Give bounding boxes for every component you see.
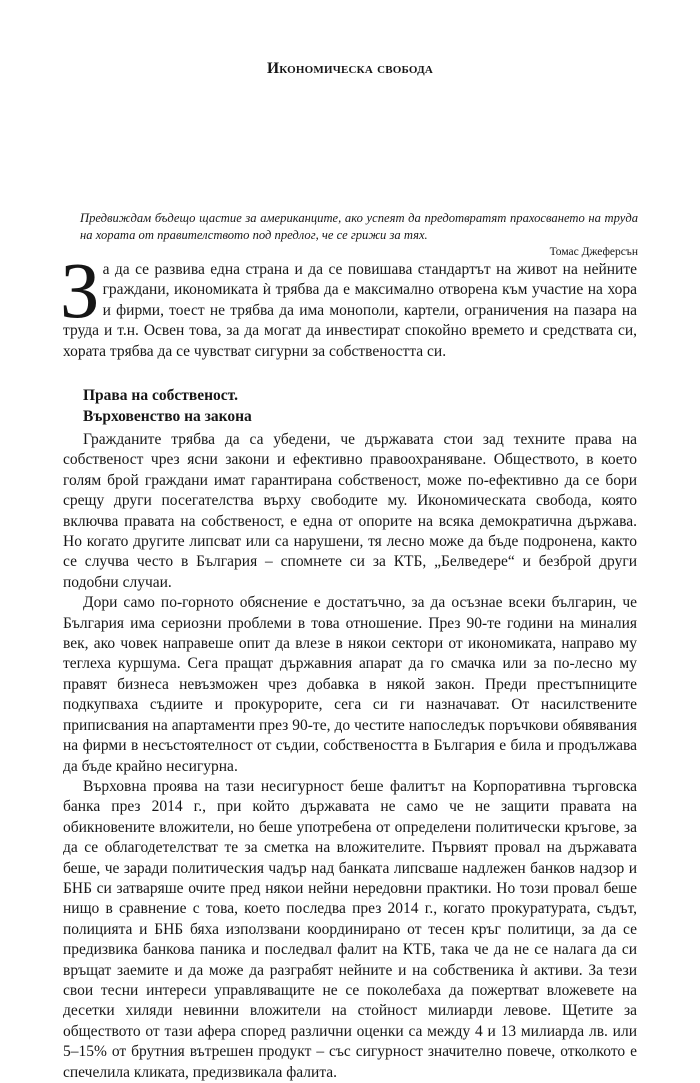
epigraph-author: Томас Джеферсън xyxy=(549,246,638,258)
drop-cap: З xyxy=(60,248,100,335)
intro-text: а да се развива една страна и да се повишава стандартът на живот на нейните граждани, икономиката ѝ трябва да е максимално отворена към участие на хора и фирми, тоест не трябва да има монополи, картели, ограничения на пазара на труда и т.н. Освен това, за да могат да инвестират спокойно времето и средствата си, хората трябва да се чувстват сигурни за собствеността си. xyxy=(63,261,637,360)
section-heading-line-2: Върховенство на закона xyxy=(83,407,252,425)
body-paragraph-1: Гражданите трябва да са убедени, че държавата стои зад техните права на собственост чрез ясни закони и ефективно правоохраняване. Обществото, в което голям брой граждани имат гарантирана собственост, може по-ефективно да се бори срещу други посегателства върху свободите му. Икономическата свобода, която включва правата на собственост, е една от опорите на всяка демократична държава. Но когато другите липсват или са нарушени, тя лесно може да бъде подронена, както се случва често в България – спомнете си за КТБ, „Белведере“ и безброй други подобни случаи. xyxy=(63,431,637,591)
section-heading-line-1: Права на собственост. xyxy=(83,387,238,404)
epigraph-quote: Предвиждам бъдещо щастие за американците, ако успеят да предотвратят прахосването на труда на хората от правителството под предлог, че се грижи за тях. xyxy=(80,211,638,242)
body-paragraph-2: Дори само по-горното обяснение е достатъчно, за да осъзнае всеки българин, че България има сериозни проблеми в това отношение. През 90-те години на миналия век, ако човек направеше опит да влезе в някои сектори от икономиката, направо му теглеха куршума. Сега пращат държавния апарат да го смачка или за по-лесно му правят бизнеса невъзможен чрез добавка в някой закон. Преди престъпниците подкупваха съдиите и прокурорите, сега си ги назначават. От насилствените приписвания на апартаменти през 90-те, до честите напоследък поръчкови обявявания на фирми в несъстоятелност от съдии, собствеността в България е била и продължава да бъде крайно несигурна. xyxy=(63,594,637,775)
page-title: Икономическа свобода xyxy=(266,60,434,77)
body-paragraph-3: Върховна проява на тази несигурност беше фалитът на Корпоративна търговска банка през 2014 г., при който държавата не само че не защити правата на обикновените вложители, но беше употребена от определени политически кръгове, за да се облагодетелстват те за сметка на вложителите. Първият провал на държавата беше, че заради политическия чадър над банката липсваше надлежен банков надзор и БНБ си затваряше очите пред някои нейни нередовни практики. Но този провал беше нищо в сравнение с това, което последва през 2014 г., когато прокуратурата, съдът, полицията и БНБ бяха използвани координирано от тесен кръг политици, за да се предизвика банкова паника и последвал фалит на КТБ, така че да не се налага да си връщат заемите и да може да разграбят нейните и на собственика ѝ активи. За тези свои тесни интереси управляващите не се поколебаха да пожертват вложевете на десетки хиляди невинни вложители на стойност милиарди левове. Щетите за обществото от тази афера според различни оценки са между 4 и 13 милиарда лв. или 5–15% от брутния вътрешен продукт – със сигурност значително повече, отколкото е спечелила кликата, предизвикала фалита. xyxy=(63,777,637,1081)
section-heading xyxy=(83,386,252,427)
body-text xyxy=(63,430,637,1083)
